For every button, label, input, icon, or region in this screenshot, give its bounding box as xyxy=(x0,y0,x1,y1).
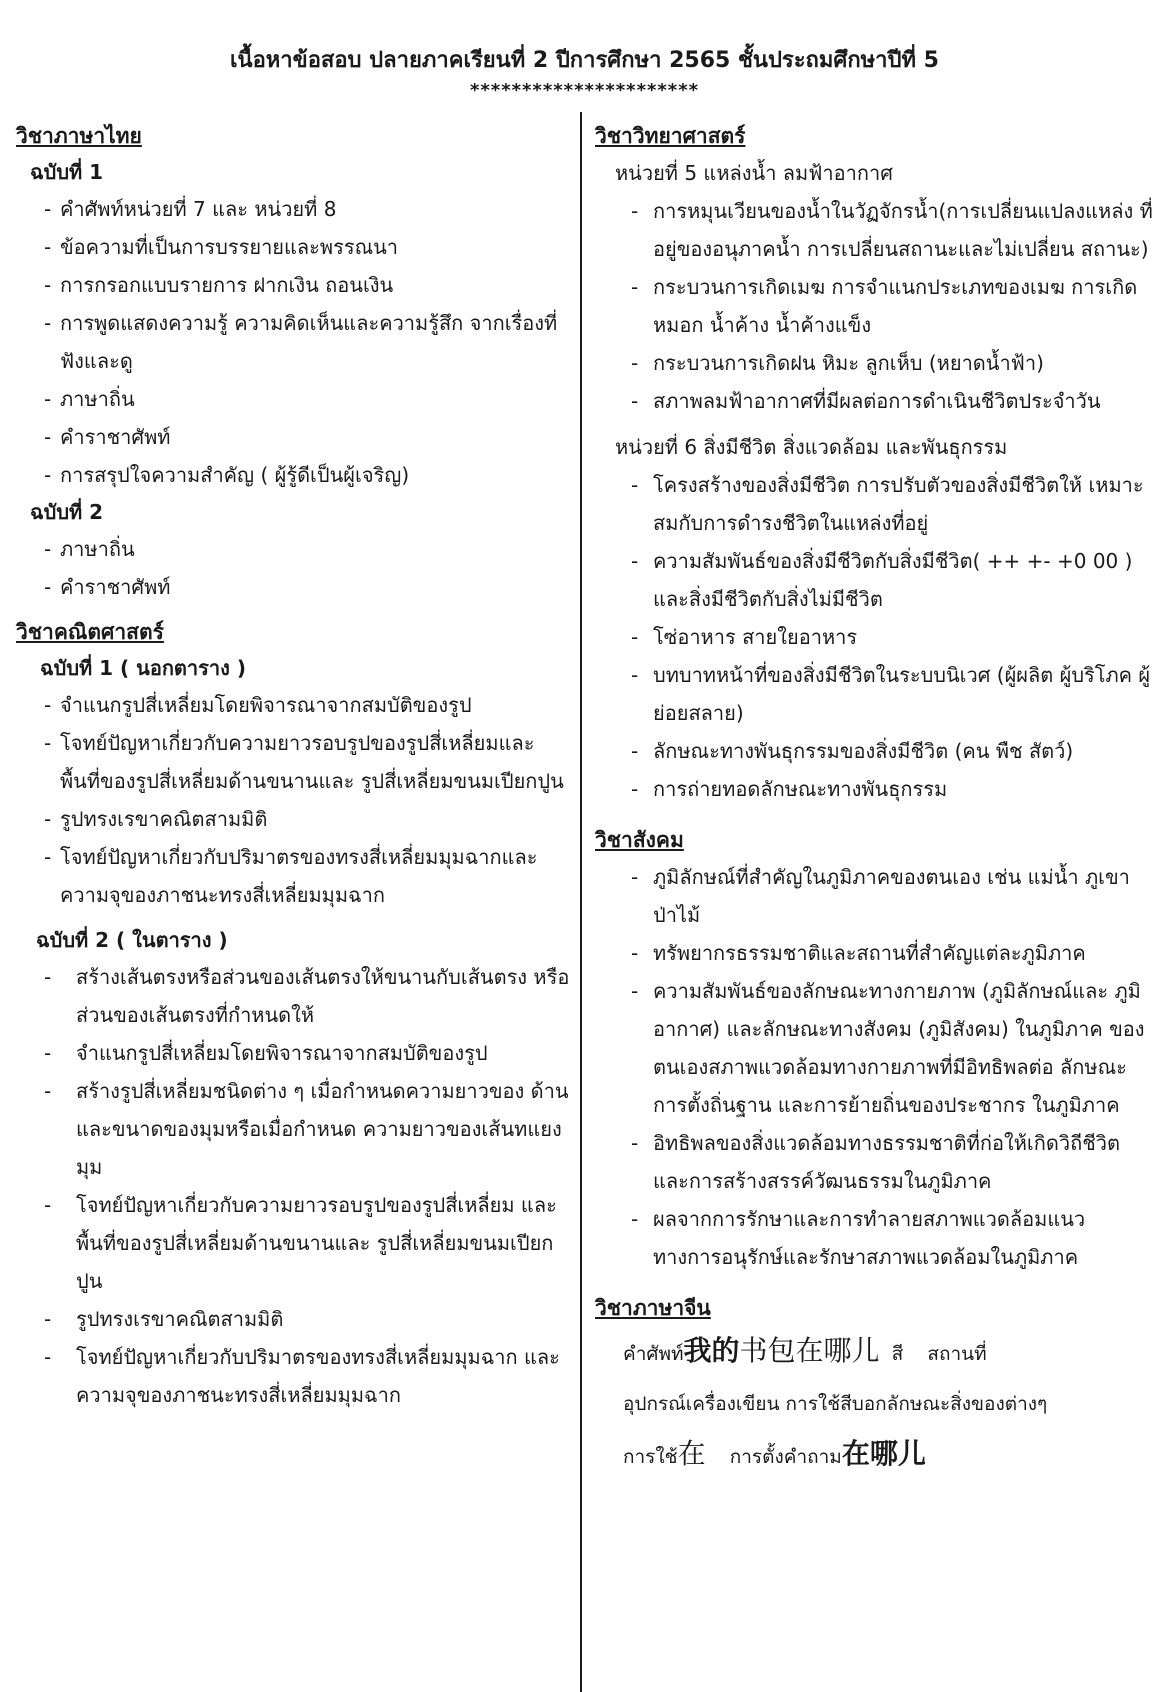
thai-paper-2-label: ฉบับที่ 2 xyxy=(30,500,104,524)
math-paper-2-list xyxy=(16,958,571,1414)
list-item: - การหมุนเวียนของน้ำในวัฏจักรน้ำ(การเปลี่ยนแปลงแหล่ง ที่อยู่ของอนุภาคน้ำ การเปลี่ยนสถานะและไม่เปลี่ยน สถานะ) xyxy=(595,192,1155,268)
list-item: - ผลจากการรักษาและการทำลายสภาพแวดล้อมแนว ทางการอนุรักษ์และรักษาสภาพแวดล้อมในภูมิภาค xyxy=(595,1200,1155,1276)
list-item: - จำแนกรูปสี่เหลี่ยมโดยพิจารณาจากสมบัติของรูป xyxy=(16,686,571,724)
thai-paper-2-list xyxy=(16,530,571,606)
chinese-line-3 xyxy=(623,1429,1155,1482)
list-item: - สภาพลมฟ้าอากาศที่มีผลต่อการดำเนินชีวิตประจำวัน xyxy=(595,382,1155,420)
chinese-word: 书包在哪儿 xyxy=(739,1334,880,1367)
chinese-vocab-label: คำศัพท์ xyxy=(623,1343,684,1365)
chinese-question-label: การตั้งคำถาม xyxy=(705,1446,842,1468)
list-item: - โจทย์ปัญหาเกี่ยวกับปริมาตรของทรงสี่เหลี่ยมมุมฉาก และความจุของภาชนะทรงสี่เหลี่ยมมุมฉาก xyxy=(16,1338,571,1414)
list-item: - รูปทรงเรขาคณิตสามมิติ xyxy=(16,1300,571,1338)
chinese-word-bold: 我的 xyxy=(683,1334,740,1367)
thai-paper-1-list xyxy=(16,190,571,494)
thai-subject-heading: วิชาภาษาไทย xyxy=(16,124,142,148)
science-unit-6-label: หน่วยที่ 6 สิ่งมีชีวิต สิ่งแวดล้อม และพันธุกรรม xyxy=(615,435,1008,459)
list-item: - ลักษณะทางพันธุกรรมของสิ่งมีชีวิต (คน พืช สัตว์) xyxy=(595,732,1155,770)
list-item: - ภูมิลักษณ์ที่สำคัญในภูมิภาคของตนเอง เช่น แม่น้ำ ภูเขา ป่าไม้ xyxy=(595,858,1155,934)
column-divider xyxy=(580,112,582,1692)
list-item: - กระบวนการเกิดเมฆ การจำแนกประเภทของเมฆ การเกิดหมอก น้ำค้าง น้ำค้างแข็ง xyxy=(595,268,1155,344)
list-item: - คำศัพท์หน่วยที่ 7 และ หน่วยที่ 8 xyxy=(16,190,571,228)
thai-paper-1-label: ฉบับที่ 1 xyxy=(30,160,104,184)
social-list xyxy=(595,858,1155,1276)
science-subject-heading: วิชาวิทยาศาสตร์ xyxy=(595,124,746,148)
chinese-line-1 xyxy=(623,1326,1155,1379)
list-item: - อิทธิพลของสิ่งแวดล้อมทางธรรมชาติที่ก่อให้เกิดวิถีชีวิต และการสร้างสรรค์วัฒนธรรมในภูมิภาค xyxy=(595,1124,1155,1200)
chinese-line-2: อุปกรณ์เครื่องเขียน การใช้สีบอกลักษณะสิ่งของต่างๆ xyxy=(623,1393,1048,1415)
list-item: - ความสัมพันธ์ของสิ่งมีชีวิตกับสิ่งมีชีวิต( ++ +- +0 00 ) และสิ่งมีชีวิตกับสิ่งไม่มีชีวิต xyxy=(595,542,1155,618)
science-unit-5-list xyxy=(595,192,1155,420)
list-item: - จำแนกรูปสี่เหลี่ยมโดยพิจารณาจากสมบัติของรูป xyxy=(16,1034,571,1072)
list-item: - สร้างรูปสี่เหลี่ยมชนิดต่าง ๆ เมื่อกำหนดความยาวของ ด้านและขนาดของมุมหรือเมื่อกำหนด ความยาวของเส้นทแยงมุม xyxy=(16,1072,571,1186)
list-item: - การกรอกแบบรายการ ฝากเงิน ถอนเงิน xyxy=(16,266,571,304)
list-item: - กระบวนการเกิดฝน หิมะ ลูกเห็บ (หยาดน้ำฟ้า) xyxy=(595,344,1155,382)
list-item: - การสรุปใจความสำคัญ ( ผู้รู้ดีเป็นผู้เจริญ) xyxy=(16,456,571,494)
social-subject-heading: วิชาสังคม xyxy=(595,828,684,852)
chinese-question-word: 在哪儿 xyxy=(841,1437,926,1470)
page-title: เนื้อหาข้อสอบ ปลายภาคเรียนที่ 2 ปีการศึกษา 2565 ชั้นประถมศึกษาปีที่ 5 xyxy=(230,48,939,73)
chinese-usage-label: การใช้ xyxy=(623,1446,678,1468)
list-item: - โซ่อาหาร สายใยอาหาร xyxy=(595,618,1155,656)
chinese-content xyxy=(595,1326,1155,1482)
chinese-char: 在 xyxy=(677,1437,706,1470)
list-item: - โครงสร้างของสิ่งมีชีวิต การปรับตัวของสิ่งมีชีวิตให้ เหมาะสมกับการดำรงชีวิตในแหล่งที่อยู่ xyxy=(595,466,1155,542)
list-item: - คำราชาศัพท์ xyxy=(16,568,571,606)
list-item: - โจทย์ปัญหาเกี่ยวกับปริมาตรของทรงสี่เหลี่ยมมุมฉากและ ความจุของภาชนะทรงสี่เหลี่ยมมุมฉาก xyxy=(16,838,571,914)
title-separator: ********************** xyxy=(469,80,700,101)
math-paper-2-label: ฉบับที่ 2 ( ในตาราง ) xyxy=(36,928,228,952)
science-unit-6-list xyxy=(595,466,1155,808)
chinese-line-1-suffix: สี สถานที่ xyxy=(879,1343,987,1365)
list-item: - สร้างเส้นตรงหรือส่วนของเส้นตรงให้ขนานกับเส้นตรง หรือส่วนของเส้นตรงที่กำหนดให้ xyxy=(16,958,571,1034)
math-paper-1-label: ฉบับที่ 1 ( นอกตาราง ) xyxy=(40,656,246,680)
list-item: - บทบาทหน้าที่ของสิ่งมีชีวิตในระบบนิเวศ (ผู้ผลิต ผู้บริโภค ผู้ย่อยสลาย) xyxy=(595,656,1155,732)
list-item: - การถ่ายทอดลักษณะทางพันธุกรรม xyxy=(595,770,1155,808)
list-item: - ข้อความที่เป็นการบรรยายและพรรณนา xyxy=(16,228,571,266)
list-item: - ภาษาถิ่น xyxy=(16,380,571,418)
list-item: - คำราชาศัพท์ xyxy=(16,418,571,456)
list-item: - รูปทรงเรขาคณิตสามมิติ xyxy=(16,800,571,838)
right-column xyxy=(595,118,1155,1482)
science-unit-5-label: หน่วยที่ 5 แหล่งน้ำ ลมฟ้าอากาศ xyxy=(615,161,893,185)
math-subject-heading: วิชาคณิตศาสตร์ xyxy=(16,620,164,644)
math-paper-1-list xyxy=(16,686,571,914)
left-column xyxy=(16,118,571,1414)
list-item: - โจทย์ปัญหาเกี่ยวกับความยาวรอบรูปของรูปสี่เหลี่ยมและ พื้นที่ของรูปสี่เหลี่ยมด้านขนานและ รูปสี่เหลี่ยมขนมเปียกปูน xyxy=(16,724,571,800)
list-item: - ภาษาถิ่น xyxy=(16,530,571,568)
list-item: - โจทย์ปัญหาเกี่ยวกับความยาวรอบรูปของรูปสี่เหลี่ยม และพื้นที่ของรูปสี่เหลี่ยมด้านขนานและ รูปสี่เหลี่ยมขนมเปียกปูน xyxy=(16,1186,571,1300)
list-item: - การพูดแสดงความรู้ ความคิดเห็นและความรู้สึก จากเรื่องที่ฟังและดู xyxy=(16,304,571,380)
list-item: - ทรัพยากรธรรมชาติและสถานที่สำคัญแต่ละภูมิภาค xyxy=(595,934,1155,972)
list-item: - ความสัมพันธ์ของลักษณะทางกายภาพ (ภูมิลักษณ์และ ภูมิอากาศ) และลักษณะทางสังคม (ภูมิสังคม) ในภูมิภาค ของตนเองสภาพแวดล้อมทางกายภาพที่มีอิทธิพลต่อ ลักษณะการตั้งถิ่นฐาน และการย้ายถิ่นของประชากร ในภูมิภาค xyxy=(595,972,1155,1124)
chinese-subject-heading: วิชาภาษาจีน xyxy=(595,1296,711,1320)
